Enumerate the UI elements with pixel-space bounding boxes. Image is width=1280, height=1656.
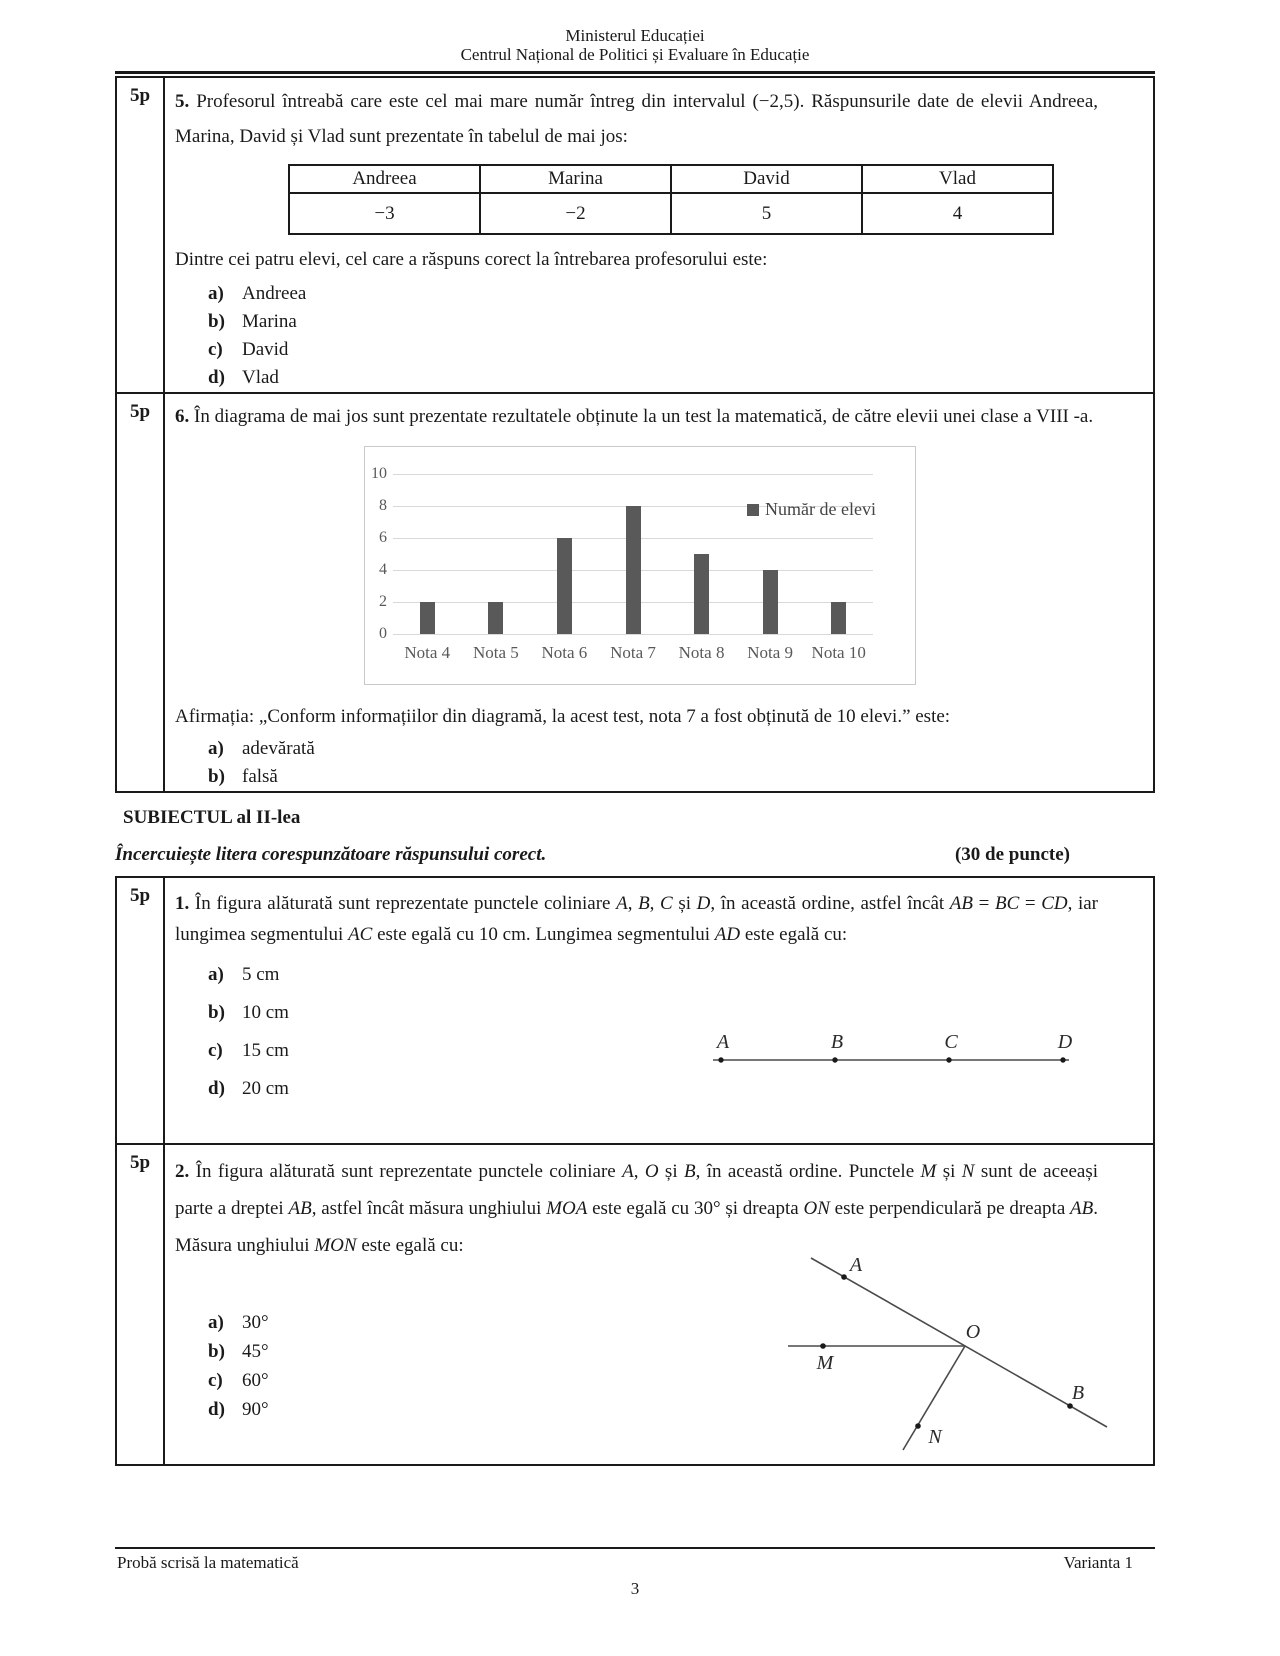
- gridline: [393, 634, 873, 635]
- option-text: 5 cm: [242, 964, 280, 985]
- page-footer: [115, 1547, 1155, 1599]
- label-A: A: [849, 1254, 863, 1276]
- option-letter: c): [208, 1369, 223, 1391]
- question5-body: [165, 78, 1153, 392]
- header-line-1: Ministerul Educației: [565, 26, 705, 45]
- subject2-total-points: (30 de puncte): [954, 844, 1070, 865]
- subject2-instruction: Încercuiește litera corespunzătoare răspunsului corect.: [115, 844, 547, 865]
- option-letter: c): [208, 339, 223, 360]
- option-letter: a): [208, 1311, 224, 1333]
- question6-affirmation: Afirmația: „Conform informațiilor din diagramă, la acest test, nota 7 a fost obținută de 10 elevi.” este:: [175, 706, 951, 727]
- label-D: D: [1057, 1032, 1073, 1053]
- option-c: [208, 336, 1098, 364]
- option-b: [208, 763, 1098, 791]
- table-value-cell: 5: [671, 193, 862, 234]
- footer-left: Probă scrisă la matematică: [117, 1553, 299, 1572]
- subject2-instruction-row: [115, 844, 1155, 866]
- x-axis-label: Nota 7: [610, 643, 656, 662]
- question2-body: [165, 1145, 1153, 1464]
- y-axis-tick: 10: [371, 465, 387, 482]
- label-B: B: [1071, 1382, 1085, 1404]
- x-axis-label: Nota 5: [472, 643, 519, 662]
- option-text: 15 cm: [242, 1040, 289, 1061]
- subject1-table: [115, 76, 1155, 793]
- option-text: 30°: [242, 1311, 269, 1333]
- y-axis-tick: 6: [379, 529, 387, 546]
- label-O: O: [965, 1321, 981, 1343]
- point-A: [718, 1057, 723, 1062]
- option-letter: a): [208, 964, 224, 985]
- option-text: 45°: [242, 1340, 269, 1362]
- option-letter: d): [208, 1398, 225, 1420]
- option-letter: b): [208, 766, 225, 787]
- question5-row: [117, 78, 1153, 392]
- option-text: falsă: [242, 766, 278, 787]
- option-d: [208, 1070, 1098, 1108]
- x-axis-label: Nota 4: [404, 643, 451, 662]
- question6-stem: 6. În diagrama de mai jos sunt prezentate rezultatele obținute la un test la matematică, de către elevii unei clase a VIII -a.: [175, 406, 1094, 427]
- question2-stem: 2. În figura alăturată sunt reprezentate punctele coliniare A, O și B, în această ordine. Punctele M și N sunt de aceeași parte a dreptei AB, astfel încât măsura unghiului MOA este egală cu 30° și dreapta ON este perpendiculară pe dreapta AB. Măsura unghiului MON este egală cu:: [175, 1161, 1099, 1256]
- option-text: 90°: [242, 1398, 269, 1420]
- question6-options: [175, 735, 1098, 791]
- option-text: Marina: [242, 311, 297, 332]
- answers-table: [288, 164, 1054, 235]
- option-text: 10 cm: [242, 1002, 289, 1023]
- point-N: [915, 1423, 921, 1429]
- option-letter: d): [208, 1078, 225, 1099]
- x-axis-label: Nota 9: [747, 643, 794, 662]
- option-text: 60°: [242, 1369, 269, 1391]
- collinear-points-figure: [713, 1032, 1073, 1068]
- option-text: adevărată: [242, 738, 315, 759]
- table-header-cell: Marina: [480, 165, 671, 193]
- question5-prompt: Dintre cei patru elevi, cel care a răspuns corect la întrebarea profesorului este:: [175, 249, 768, 270]
- label-C: C: [944, 1032, 958, 1053]
- question5-options: [175, 280, 1098, 392]
- option-b: [208, 994, 1098, 1032]
- table-header-cell: Andreea: [289, 165, 480, 193]
- question5-points: 5p: [117, 78, 165, 392]
- option-b: [208, 308, 1098, 336]
- chart-bar: [831, 602, 846, 634]
- option-letter: d): [208, 367, 225, 388]
- table-value-cell: −2: [480, 193, 671, 234]
- point-D: [1060, 1057, 1065, 1062]
- question5-stem: 5. Profesorul întreabă care este cel mai mare număr întreg din intervalul (−2,5). Răspunsurile date de elevii Andreea, Marina, David și Vlad sunt prezentate în tabelul de mai jos:: [175, 91, 1099, 147]
- option-text: Vlad: [242, 367, 279, 388]
- label-A: A: [716, 1032, 730, 1053]
- option-text: David: [242, 339, 289, 360]
- option-d: [208, 364, 1098, 392]
- table-header-cell: David: [671, 165, 862, 193]
- legend-label: Număr de elevi: [765, 499, 876, 519]
- option-letter: b): [208, 1340, 225, 1362]
- option-letter: a): [208, 283, 224, 304]
- x-axis-label: Nota 6: [541, 643, 588, 662]
- question1-row: [117, 878, 1153, 1143]
- label-B: B: [830, 1032, 844, 1053]
- y-axis-tick: 2: [379, 593, 387, 610]
- question2-points: 5p: [117, 1145, 165, 1464]
- option-a: [208, 280, 1098, 308]
- y-axis-tick: 8: [379, 497, 387, 514]
- chart-bar: [420, 602, 435, 634]
- option-letter: c): [208, 1040, 223, 1061]
- line-AB: [811, 1258, 1107, 1427]
- question1-body: [165, 878, 1153, 1143]
- label-N: N: [928, 1426, 942, 1448]
- answers-table-value-row: [289, 193, 1053, 234]
- chart-bar: [626, 506, 641, 634]
- table-value-cell: 4: [862, 193, 1053, 234]
- table-header-cell: Vlad: [862, 165, 1053, 193]
- x-axis-label: Nota 8: [678, 643, 725, 662]
- legend-marker: [747, 504, 759, 516]
- table-value-cell: −3: [289, 193, 480, 234]
- option-text: Andreea: [242, 283, 307, 304]
- point-A: [841, 1274, 847, 1280]
- option-letter: b): [208, 311, 225, 332]
- chart-legend: [747, 499, 876, 520]
- point-B: [1067, 1403, 1073, 1409]
- option-a: [208, 735, 1098, 763]
- chart-bar: [763, 570, 778, 634]
- y-axis-tick: 4: [379, 561, 387, 578]
- y-axis-tick: 0: [379, 625, 387, 642]
- question1-points: 5p: [117, 878, 165, 1143]
- question6-points: 5p: [117, 394, 165, 791]
- point-M: [820, 1343, 826, 1349]
- point-C: [946, 1057, 951, 1062]
- chart-bar: [488, 602, 503, 634]
- header-line-2: Centrul Național de Politici și Evaluare în Educație: [460, 45, 810, 64]
- question6-body: [165, 394, 1153, 791]
- bar-chart: [364, 446, 916, 685]
- option-text: 20 cm: [242, 1078, 289, 1099]
- option-letter: a): [208, 738, 224, 759]
- gridline: [393, 474, 873, 475]
- x-axis-label: Nota 10: [811, 643, 866, 662]
- footer-text-row: [115, 1549, 1155, 1573]
- question1-stem: 1. În figura alăturată sunt reprezentate punctele coliniare A, B, C și D, în această ordine, astfel încât AB = BC = CD, iar lungimea segmentului AC este egală cu 10 cm. Lungimea segmentului AD este egală cu:: [175, 893, 1099, 945]
- question2-row: [117, 1143, 1153, 1464]
- option-a: [208, 956, 1098, 994]
- question6-row: [117, 392, 1153, 791]
- exam-page: [115, 0, 1155, 1466]
- footer-right: Varianta 1: [1063, 1553, 1133, 1572]
- page-number: 3: [630, 1579, 640, 1598]
- answers-table-header-row: [289, 165, 1053, 193]
- label-M: M: [816, 1352, 834, 1374]
- angles-figure: [783, 1253, 1123, 1463]
- option-letter: b): [208, 1002, 225, 1023]
- subject2-title: SUBIECTUL al II-lea: [123, 807, 301, 828]
- chart-bar: [694, 554, 709, 634]
- point-B: [832, 1057, 837, 1062]
- subject2-table: [115, 876, 1155, 1466]
- header-divider: [115, 71, 1155, 74]
- document-header: [115, 0, 1155, 64]
- chart-bar: [557, 538, 572, 634]
